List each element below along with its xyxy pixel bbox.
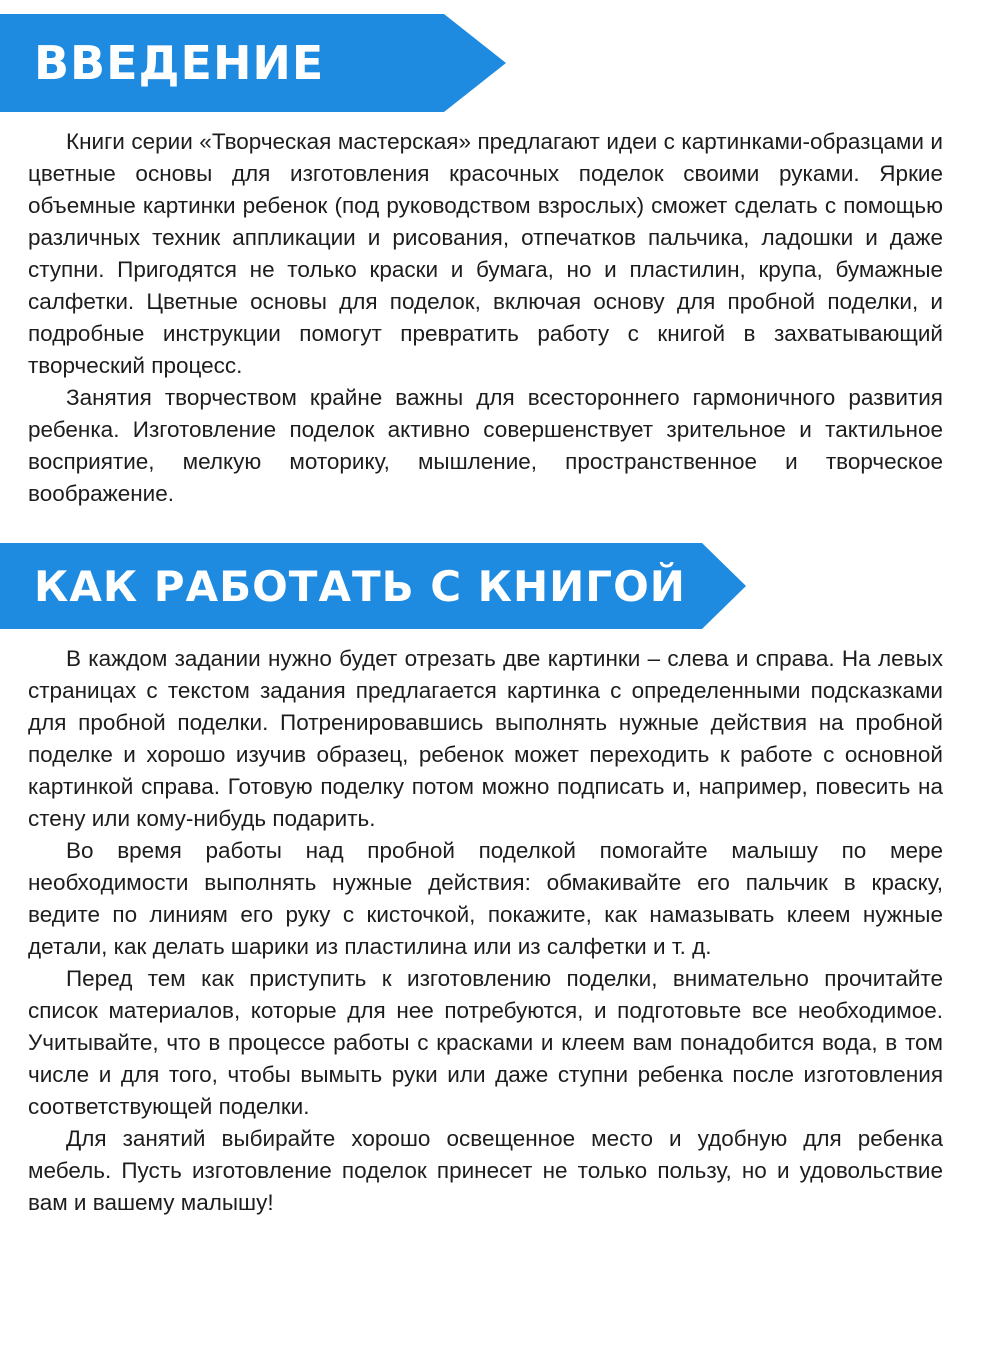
section-banner-how-to-use: [0, 543, 746, 629]
banner-arrow-tip: [444, 14, 506, 112]
paragraph: В каждом задании нужно будет отрезать две картинки – слева и справа. На левых страницах с текстом задания предлагается картинка с определенными подсказками для пробной поделки. Потренировавшись выполнять нужные действия на пробной поделке и хорошо изучив образец, ребенок может переходить к работе с основной картинкой справа. Готовую поделку потом можно подписать и, например, повесить на стену или кому-нибудь подарить.: [28, 646, 943, 831]
banner-arrow-tip: [702, 543, 746, 629]
paragraph: Перед тем как приступить к изготовлению поделки, внимательно прочитайте список материалов, которые для нее потребуются, и подготовьте все необходимое. Учитывайте, что в процессе работы с красками и клеем вам понадобится вода, в том числе и для того, чтобы вымыть руки или даже ступни ребенка после изготовления соответствующей поделки.: [28, 966, 943, 1119]
paragraph: Для занятий выбирайте хорошо освещенное место и удобную для ребенка мебель. Пусть изготовление поделок принесет не только пользу, но и удовольствие вам и вашему малышу!: [28, 1126, 943, 1215]
section-banner-introduction: [0, 14, 506, 112]
banner-body: [0, 543, 702, 629]
section-title-introduction: ВВЕДЕНИЕ: [34, 36, 325, 90]
section-introduction: [28, 126, 943, 510]
section-title-how-to-use: КАК РАБОТАТЬ С КНИГОЙ: [34, 561, 686, 611]
banner-body: [0, 14, 444, 112]
paragraph: Занятия творчеством крайне важны для всестороннего гармоничного развития ребенка. Изготовление поделок активно совершенствует зрительное и тактильное восприятие, мелкую моторику, мышление, пространственное и творческое воображение.: [28, 385, 943, 506]
paragraph: Книги серии «Творческая мастерская» предлагают идеи с картинками-образцами и цветные основы для изготовления красочных поделок своими руками. Яркие объемные картинки ребенок (под руководством взрослых) сможет сделать с помощью различных техник аппликации и рисования, отпечатков пальчика, ладошки и даже ступни. Пригодятся не только краски и бумага, но и пластилин, крупа, бумажные салфетки. Цветные основы для поделок, включая основу для пробной поделки, и подробные инструкции помогут превратить работу с книгой в захватывающий творческий процесс.: [28, 129, 943, 378]
section-how-to-use: [28, 643, 943, 1219]
paragraph: Во время работы над пробной поделкой помогайте малышу по мере необходимости выполнять нужные действия: обмакивайте его пальчик в краску, ведите по линиям его руку с кисточкой, покажите, как намазывать клеем нужные детали, как делать шарики из пластилина или из салфетки и т. д.: [28, 838, 943, 959]
